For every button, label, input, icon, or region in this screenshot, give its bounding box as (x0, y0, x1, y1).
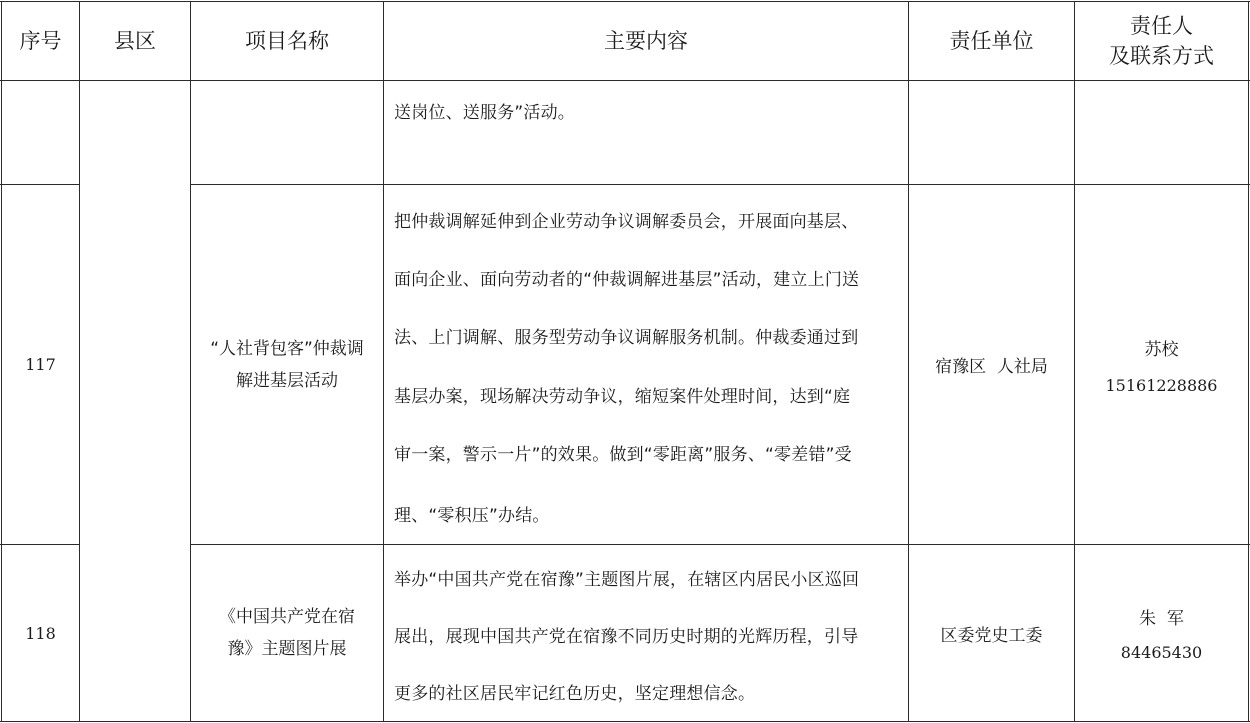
column-divider (383, 1, 384, 722)
project-line: 豫》主题图片展 (227, 639, 347, 659)
row-index: 118 (25, 623, 56, 643)
contact-person: 苏校 (1144, 339, 1179, 360)
header-index: 序号 (19, 29, 62, 53)
row-responsible-unit: 区委党史工委 (940, 625, 1043, 646)
header-person (1075, 2, 1248, 80)
content-line: 审一案，警示一片”的效果。做到“零距离”服务、“零差错”受 (394, 445, 852, 465)
table-border-right (1248, 1, 1249, 722)
content-line: 基层办案，现场解决劳动争议，缩短案件处理时间，达到“庭 (394, 387, 851, 407)
row-index: 117 (25, 355, 56, 374)
row-content (394, 545, 904, 721)
content-line: 法、上门调解、服务型劳动争议调解服务机制。仲裁委通过到 (394, 328, 859, 348)
content-line: 举办“中国共产党在宿豫”主题图片展，在辖区内居民小区巡回 (394, 570, 860, 590)
content-line: 展出，展现中国共产党在宿豫不同历史时期的光辉历程，引导 (394, 627, 859, 647)
project-line: “人社背包客”仲裁调 (210, 338, 364, 359)
row-project-name (191, 545, 383, 721)
header-project: 项目名称 (245, 29, 329, 53)
project-line: 《中国共产党在宿 (219, 607, 355, 627)
content-line: 面向企业、面向劳动者的“仲裁调解进基层”活动，建立上门送 (394, 270, 860, 290)
contact-person: 朱 军 (1139, 609, 1184, 629)
header-content: 主要内容 (604, 29, 688, 53)
header-unit: 责任单位 (949, 29, 1034, 53)
project-line: 解进基层活动 (236, 370, 338, 391)
contact-phone: 15161228886 (1105, 375, 1218, 395)
header-person-line2: 及联系方式 (1109, 44, 1214, 68)
row-contact (1075, 545, 1248, 721)
header-person-line1: 责任人 (1130, 14, 1193, 38)
content-line: 送岗位、送服务”活动。 (394, 103, 576, 123)
content-line: 理、“零积压”办结。 (394, 506, 550, 526)
row-contact (1075, 185, 1248, 544)
contact-phone: 84465430 (1120, 643, 1203, 662)
row-content (394, 82, 904, 182)
row-content (394, 185, 904, 544)
row-project-name (191, 185, 383, 544)
table-border-bottom (0, 721, 1250, 722)
header-separator (0, 80, 1250, 81)
content-line: 把仲裁调解延伸到企业劳动争议调解委员会，开展面向基层、 (394, 212, 859, 232)
content-line: 更多的社区居民牢记红色历史，坚定理想信念。 (394, 684, 756, 704)
column-divider (79, 1, 80, 722)
header-county: 县区 (114, 29, 156, 53)
row-responsible-unit: 宿豫区 人社局 (935, 357, 1048, 377)
